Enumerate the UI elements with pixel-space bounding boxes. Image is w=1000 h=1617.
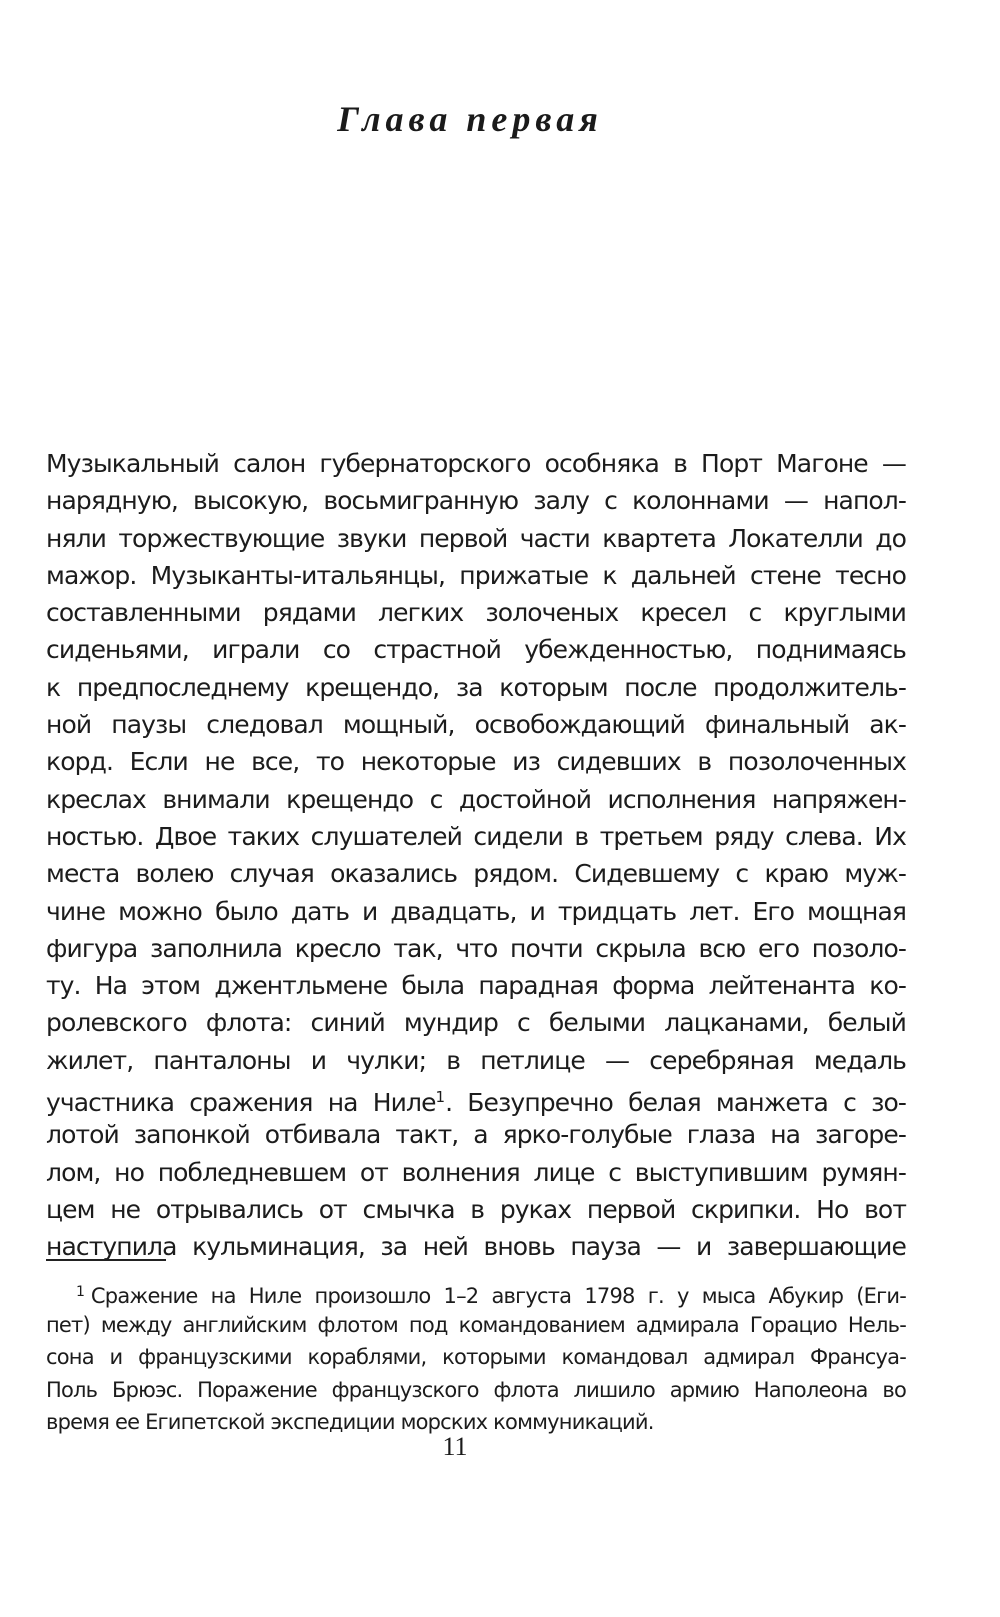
text-line: чине можно было дать и двадцать, и тридцать лет. Его мощная — [46, 896, 906, 926]
footnote — [46, 1276, 906, 1439]
text-line: няли торжествующие звуки первой части квартета Локателли до — [46, 523, 906, 553]
text-line: Музыкальный салон губернаторского особняка в Порт Магоне — — [46, 449, 906, 478]
text-line: жилет, панталоны и чулки; в петлице — серебряная медаль — [46, 1045, 906, 1075]
text-line-with-footnote-ref — [46, 1079, 906, 1116]
text-line: мажор. Музыканты-итальянцы, прижатые к дальней стене тесно — [46, 560, 906, 590]
footnote-divider — [46, 1259, 166, 1261]
text-line: креслах внимали крещендо с достойной исполнения напряжен- — [46, 784, 906, 814]
footnote-line: сона и французскими кораблями, которыми командовал адмирал Франсуа- — [46, 1345, 906, 1369]
text-line: лотой запонкой отбивала такт, а ярко-голубые глаза на загоре- — [46, 1120, 906, 1150]
text-line: ностью. Двое таких слушателей сидели в третьем ряду слева. Их — [46, 821, 906, 851]
chapter-title: Глава первая — [337, 99, 603, 139]
footnote-line: время ее Египетской экспедиции морских коммуникаций. — [46, 1410, 654, 1434]
page-number: 11 — [442, 1432, 468, 1461]
footnote-line — [46, 1276, 906, 1309]
footnote-line: Поль Брюэс. Поражение французского флота лишило армию Наполеона во — [46, 1377, 906, 1402]
text-line: фигура заполнила кресло так, что почти скрыла всю его позоло- — [46, 933, 906, 963]
footnote-line: пет) между английским флотом под командованием адмирала Горацио Нель- — [46, 1312, 906, 1337]
text-fragment: . Безупречно белая манжета с зо- — [445, 1088, 906, 1118]
text-line: цем не отрывались от смычка в руках первой скрипки. Но вот — [46, 1194, 906, 1224]
text-line: наступила кульминация, за ней вновь пауза — и завершающие — [46, 1232, 906, 1262]
text-line: лом, но побледневшем от волнения лице с выступившим румян- — [46, 1157, 906, 1187]
text-line: места волею случая оказались рядом. Сидевшему с краю муж- — [46, 859, 906, 889]
text-line: составленными рядами легких золоченых кресел с круглыми — [46, 598, 906, 628]
footnote-marker: 1 — [76, 1284, 85, 1300]
text-line: корд. Если не все, то некоторые из сидевших в позолоченных — [46, 747, 906, 777]
text-fragment: участника сражения на Ниле — [46, 1088, 436, 1118]
main-text — [46, 445, 906, 1266]
text-line: ролевского флота: синий мундир с белыми лацканами, белый — [46, 1008, 906, 1038]
text-line: ту. На этом джентльмене была парадная форма лейтенанта ко- — [46, 971, 906, 1001]
footnote-text: Сражение на Ниле произошло 1–2 августа 1798 г. у мыса Абукир (Еги- — [90, 1284, 906, 1308]
text-line: сиденьями, играли со страстной убежденностью, поднимаясь — [46, 635, 906, 665]
footnote-reference[interactable]: 1 — [435, 1088, 446, 1107]
text-line: к предпоследнему крещендо, за которым после продолжитель- — [46, 672, 906, 702]
text-line: нарядную, высокую, восьмигранную залу с колоннами — напол- — [46, 486, 906, 516]
text-line: ной паузы следовал мощный, освобождающий финальный ак- — [46, 710, 906, 740]
